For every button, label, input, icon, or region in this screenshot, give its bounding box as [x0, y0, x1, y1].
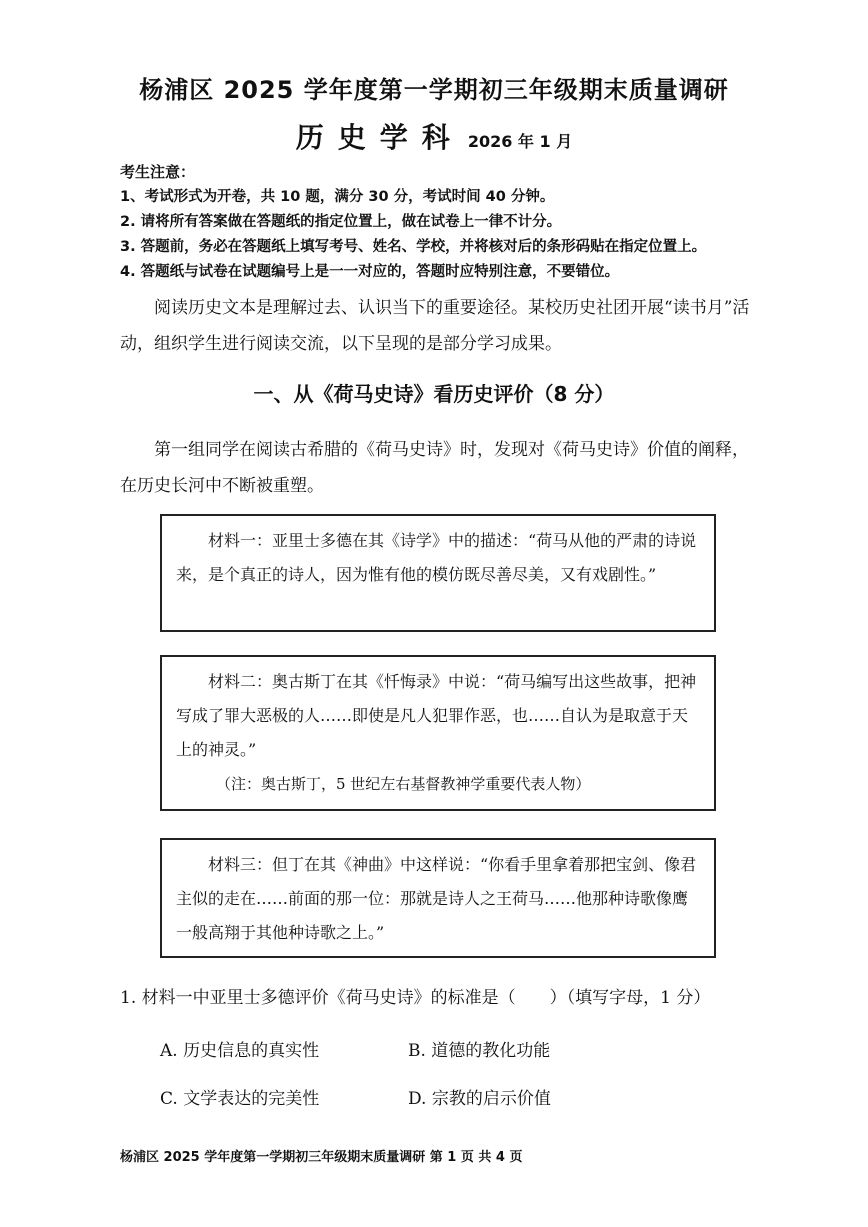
material-text: 材料二：奥古斯丁在其《忏悔录》中说：“荷马编写出这些故事，把神写成了罪大恶极的人……即使是凡人犯罪作恶，也……自认为是取意于天上的神灵。”: [176, 672, 697, 759]
subject-label: 历史学科: [295, 121, 464, 154]
material-box-2: [160, 655, 716, 811]
notice-title: 考生注意：: [120, 163, 196, 181]
notice-item: 1、考试形式为开卷，共 10 题，满分 30 分，考试时间 40 分钟。: [120, 189, 555, 205]
question-stem: 1. 材料一中亚里士多德评价《荷马史诗》的标准是（ ）（填写字母，1 分）: [120, 988, 711, 1008]
option-b: B. 道德的教化功能: [408, 1041, 551, 1061]
exam-date: 2026 年 1 月: [467, 132, 573, 151]
notice-item: 2. 请将所有答案做在答题纸的指定位置上，做在试卷上一律不计分。: [120, 214, 562, 230]
option-d: D. 宗教的启示价值: [408, 1089, 551, 1109]
material-text: 材料三：但丁在其《神曲》中这样说：“你看手里拿着那把宝剑、像君主似的走在……前面的那一位：那就是诗人之王荷马……他那种诗歌像鹰一般高翔于其他种诗歌之上。”: [176, 855, 697, 942]
exam-title: 杨浦区 2025 学年度第一学期初三年级期末质量调研: [139, 76, 729, 104]
option-c: C. 文学表达的完美性: [160, 1089, 320, 1109]
material-box-3: [160, 838, 716, 958]
material-text: 材料一：亚里士多德在其《诗学》中的描述：“荷马从他的严肃的诗说来，是个真正的诗人，因为惟有他的模仿既尽善尽美，又有戏剧性。”: [176, 531, 697, 584]
option-a: A. 历史信息的真实性: [160, 1041, 320, 1061]
section-paragraph: 第一组同学在阅读古希腊的《荷马史诗》时，发现对《荷马史诗》价值的阐释，在历史长河中不断被重塑。: [120, 440, 749, 496]
material-note: （注：奥古斯丁，5 世纪左右基督教神学重要代表人物）: [216, 775, 591, 793]
notice-item: 3. 答题前，务必在答题纸上填写考号、姓名、学校，并将核对后的条形码贴在指定位置上。: [120, 239, 707, 255]
notice-item: 4. 答题纸与试卷在试题编号上是一一对应的，答题时应特别注意，不要错位。: [120, 264, 620, 280]
candidate-notice: [120, 160, 780, 285]
intro-paragraph: 阅读历史文本是理解过去、认识当下的重要途径。某校历史社团开展“读书月”活动，组织学生进行阅读交流，以下呈现的是部分学习成果。: [120, 298, 750, 354]
material-box-1: [160, 514, 716, 632]
section-title: 一、从《荷马史诗》看历史评价（8 分）: [253, 382, 615, 406]
exam-subtitle: [0, 116, 868, 156]
page-footer: 杨浦区 2025 学年度第一学期初三年级期末质量调研 第 1 页 共 4 页: [120, 1150, 523, 1165]
